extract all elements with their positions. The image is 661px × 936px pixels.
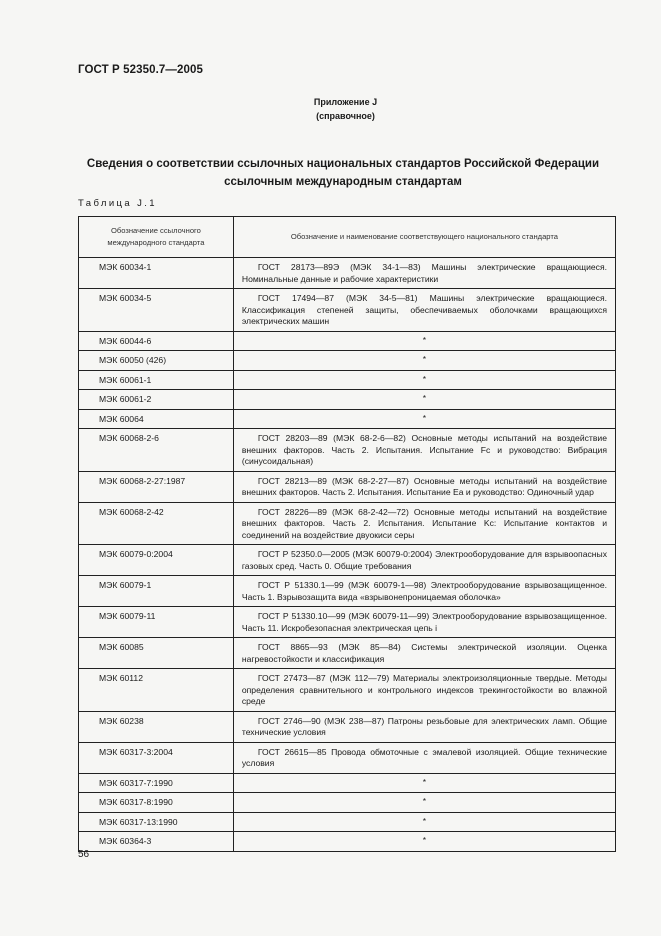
table-row <box>79 812 616 832</box>
table-row <box>79 832 616 852</box>
national-standard-text: ГОСТ 27473—87 (МЭК 112—79) Материалы электроизоляционные твердые. Методы определения сравнительного и контрольного индексов трекингостойкости во влажной среде <box>241 673 607 706</box>
table-row <box>79 351 616 371</box>
international-standard-code: МЭК 60068-2-42 <box>79 502 234 545</box>
standards-correspondence-table <box>78 216 616 852</box>
international-standard-code: МЭК 60034-5 <box>79 289 234 332</box>
international-standard-code: МЭК 60079-11 <box>79 607 234 638</box>
national-standard-text: ГОСТ 28226—89 (МЭК 68-2-42—72) Основные методы испытаний на воздействие внешних факторов. Часть 2. Испытания. Испытание Kc: Испытание контактов и соединений на воздействие двуокиси серы <box>241 506 607 540</box>
table-row <box>79 545 616 576</box>
no-national-equivalent-marker: * <box>233 390 615 410</box>
national-standard-description <box>233 502 615 545</box>
table-row <box>79 638 616 669</box>
national-standard-description <box>233 576 615 607</box>
no-national-equivalent-marker: * <box>233 832 615 852</box>
international-standard-code: МЭК 60050 (426) <box>79 351 234 371</box>
international-standard-code: МЭК 60317-13:1990 <box>79 812 234 832</box>
table-row <box>79 471 616 502</box>
international-standard-code: МЭК 60317-8:1990 <box>79 793 234 813</box>
international-standard-code: МЭК 60079-1 <box>79 576 234 607</box>
national-standard-description <box>233 638 615 669</box>
header-col1-line-2: международного стандарта <box>107 238 205 247</box>
table-caption: Таблица J.1 <box>78 198 157 209</box>
no-national-equivalent-marker: * <box>233 331 615 351</box>
table-row <box>79 669 616 712</box>
national-standard-text: ГОСТ Р 51330.1—99 (МЭК 60079-1—98) Электрооборудование взрывозащищенное. Часть 1. Взрывозащита вида «взрывонепроницаемая оболочка» <box>241 580 607 602</box>
international-standard-code: МЭК 60064 <box>79 409 234 429</box>
no-national-equivalent-marker: * <box>233 793 615 813</box>
header-national-standard: Обозначение и наименование соответствующего национального стандарта <box>233 217 615 258</box>
national-standard-text: ГОСТ 2746—90 (МЭК 238—87) Патроны резьбовые для электрических ламп. Общие технические условия <box>241 715 607 737</box>
national-standard-description <box>233 471 615 502</box>
international-standard-code: МЭК 60068-2-6 <box>79 429 234 472</box>
table-row <box>79 390 616 410</box>
table-row <box>79 773 616 793</box>
table-row <box>79 793 616 813</box>
document-code: ГОСТ Р 52350.7—2005 <box>78 64 203 76</box>
international-standard-code: МЭК 60034-1 <box>79 258 234 289</box>
table-row <box>79 576 616 607</box>
national-standard-text: ГОСТ 17494—87 (МЭК 34-5—81) Машины электрические вращающиеся. Классификация степеней защиты, обеспечиваемых оболочками вращающихся электрических машин <box>241 293 607 326</box>
table-row <box>79 370 616 390</box>
national-standard-description <box>233 669 615 712</box>
header-col1-line-1: Обозначение ссылочного <box>110 226 201 235</box>
table-row <box>79 289 616 332</box>
international-standard-code: МЭК 60112 <box>79 669 234 712</box>
table-row <box>79 502 616 545</box>
international-standard-code: МЭК 60317-3:2004 <box>79 742 234 773</box>
national-standard-description <box>233 742 615 773</box>
table-row <box>79 409 616 429</box>
national-standard-description <box>233 429 615 472</box>
national-standard-text: ГОСТ 26615—85 Провода обмоточные с эмалевой изоляцией. Общие технические условия <box>241 746 607 768</box>
national-standard-text: ГОСТ 28203—89 (МЭК 68-2-6—82) Основные методы испытаний на воздействие внешних факторов. Часть 2. Испытания. Испытание Fc и руководство: Вибрация (синусоидальная) <box>241 433 607 466</box>
no-national-equivalent-marker: * <box>233 409 615 429</box>
national-standard-description <box>233 289 615 332</box>
table-row <box>79 742 616 773</box>
table-row <box>79 607 616 638</box>
national-standard-text: ГОСТ 8865—93 (МЭК 85—84) Системы электрической изоляции. Оценка нагревостойкости и классификация <box>241 642 607 664</box>
international-standard-code: МЭК 60061-2 <box>79 390 234 410</box>
section-title <box>78 155 608 191</box>
no-national-equivalent-marker: * <box>233 370 615 390</box>
header-international-standard <box>79 217 234 258</box>
international-standard-code: МЭК 60317-7:1990 <box>79 773 234 793</box>
table-header-row <box>79 217 616 258</box>
international-standard-code: МЭК 60068-2-27:1987 <box>79 471 234 502</box>
no-national-equivalent-marker: * <box>233 773 615 793</box>
national-standard-description <box>233 258 615 289</box>
page-number: 56 <box>78 849 90 860</box>
table-body <box>79 258 616 852</box>
no-national-equivalent-marker: * <box>233 812 615 832</box>
national-standard-description <box>233 545 615 576</box>
section-title-line-2: ссылочным международным стандартам <box>224 176 462 188</box>
national-standard-text: ГОСТ Р 51330.10—99 (МЭК 60079-11—99) Электрооборудование взрывозащищенное. Часть 11. Искробезопасная электрическая цепь i <box>241 611 607 633</box>
table-row <box>79 429 616 472</box>
appendix-subtitle: (справочное) <box>316 111 375 121</box>
national-standard-text: ГОСТ 28173—89Э (МЭК 34-1—83) Машины электрические вращающиеся. Номинальные данные и рабочие характеристики <box>241 262 607 284</box>
international-standard-code: МЭК 60364-3 <box>79 832 234 852</box>
national-standard-text: ГОСТ Р 52350.0—2005 (МЭК 60079-0:2004) Электрооборудование для взрывоопасных газовых сред. Часть 0. Общие требования <box>241 549 607 571</box>
national-standard-text: ГОСТ 28213—89 (МЭК 68-2-27—87) Основные методы испытаний на воздействие внешних факторов. Часть 2. Испытания. Испытание Ea и руководство: Одиночный удар <box>241 475 607 497</box>
international-standard-code: МЭК 60238 <box>79 711 234 742</box>
international-standard-code: МЭК 60079-0:2004 <box>79 545 234 576</box>
appendix-heading <box>0 95 661 123</box>
international-standard-code: МЭК 60085 <box>79 638 234 669</box>
table-row <box>79 711 616 742</box>
international-standard-code: МЭК 60044-6 <box>79 331 234 351</box>
table-row <box>79 331 616 351</box>
table-row <box>79 258 616 289</box>
appendix-title: Приложение J <box>313 97 378 107</box>
no-national-equivalent-marker: * <box>233 351 615 371</box>
section-title-line-1: Сведения о соответствии ссылочных национальных стандартов Российской Федерации <box>86 158 600 170</box>
international-standard-code: МЭК 60061-1 <box>79 370 234 390</box>
national-standard-description <box>233 711 615 742</box>
national-standard-description <box>233 607 615 638</box>
